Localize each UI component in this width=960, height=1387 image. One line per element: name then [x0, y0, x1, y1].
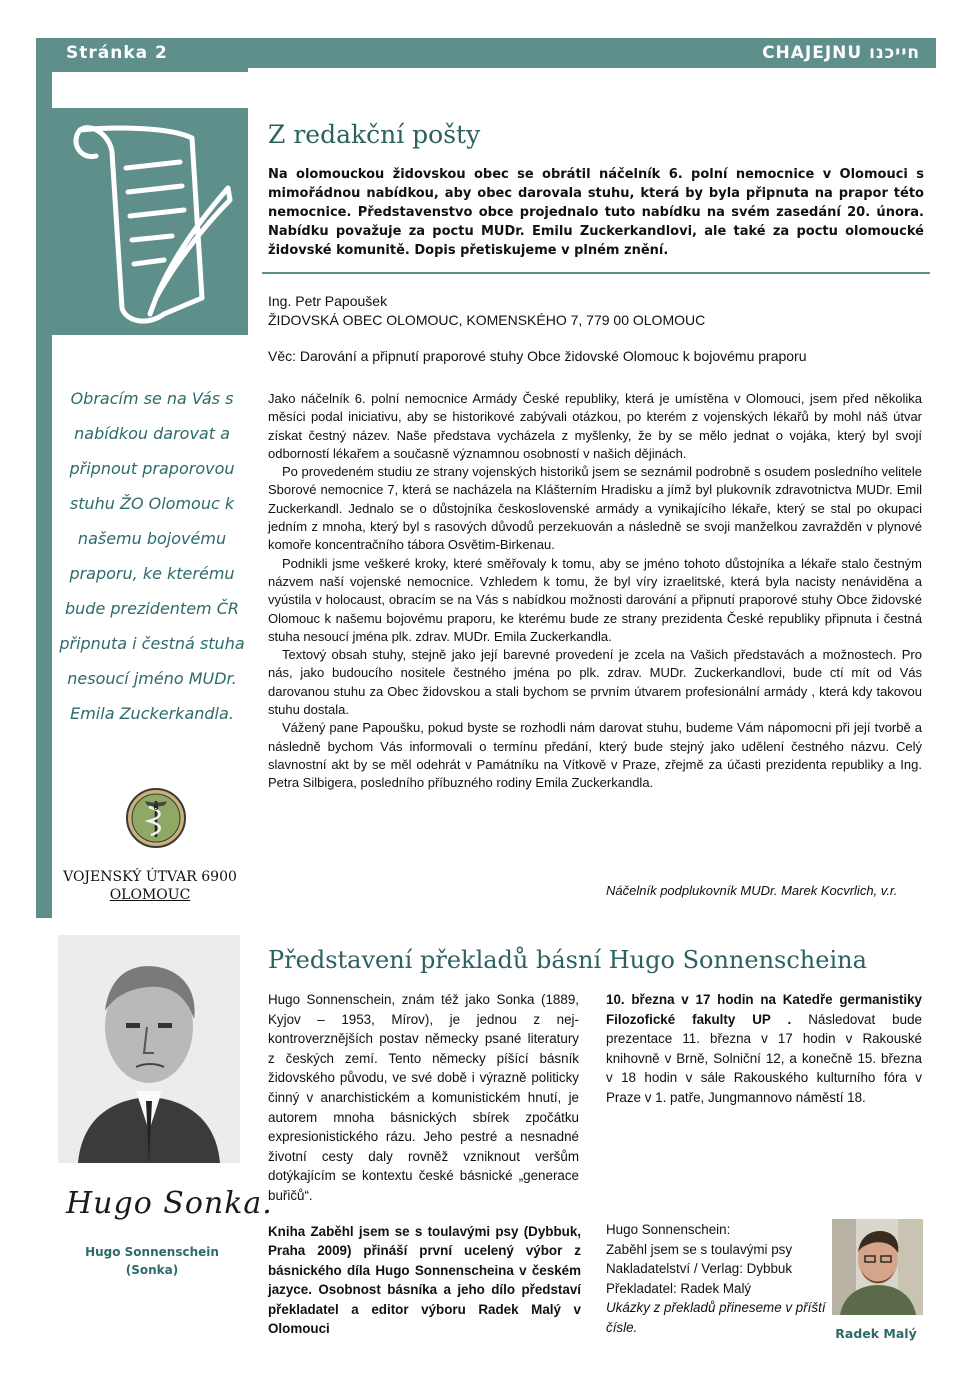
book-info-line: Nakladatelství / Verlag: Dybbuk	[606, 1261, 793, 1276]
portrait-image-2	[832, 1219, 923, 1315]
book-info	[606, 1220, 838, 1337]
section-title-mail: Z redakční pošty	[268, 120, 481, 149]
book-info-line: Zaběhl jsem se s toulavými psy	[606, 1241, 793, 1257]
section-title-poems: Představení překladů básní Hugo Sonnenscheina	[268, 946, 867, 974]
unit-line-1: VOJENSKÝ ÚTVAR 6900	[63, 869, 237, 885]
book-info-line: Hugo Sonnenschein:	[606, 1222, 731, 1237]
book-info-note: Ukázky z překladů přineseme v příští čísle.	[606, 1300, 826, 1335]
letter-paragraph: Podnikli jsme veškeré kroky, které směřovaly k tomu, aby se jméno tohoto důstojníka a lékaře stalo čestným názvem naší vojenské nemocnice. Vzhledem k tomu, že byl víry izraelitské, která byla nacisty nenáviděna a vyústila v holocaust, obracím se na Vás s nabídkou možnosti darování a připnutí praporové stuhy Obce židovské Olomouc k našemu bojovému praporu, ke kterému bude ze strany prezidenta České republiky připnuta i čestná stuha nesoucí jména plk. zdrav. MUDr. Emila Zuckerkandla.	[268, 555, 922, 644]
portrait-caption: Hugo Sonnenschein (Sonka)	[85, 1245, 219, 1277]
letter-signature: Náčelník podplukovník MUDr. Marek Kocvrlich, v.r.	[606, 883, 898, 898]
letter-paragraph: Po provedeném studiu ze strany vojenských historiků jsem se seznámil podrobně s osudem posledního velitele Sborové nemocnice 7, která se nacházela na Klášterním Hradisku a jímž byl plukovník zdravotnictva MUDr. Emil Zuckerkandl. Jednalo se o důstojníka československé armády a vynikajícího lékaře, který se stal po okupaci jedním z mnoha, který byl s rasových důvodů perzekuován a následně se svoji manželkou zavražděn v plynové komoře koncentračního tábora Osvětim-Birkenau.	[268, 464, 922, 553]
portrait-photo-sonnenschein	[58, 935, 240, 1163]
event-highlight: 10. března v 17 hodin na Katedře germanistiky Filozofické fakulty UP .	[606, 992, 922, 1027]
letter-quill-icon	[52, 108, 248, 335]
letter-body	[268, 390, 922, 793]
page-number: Stránka 2	[66, 43, 168, 63]
intro-text: Na olomouckou židovskou obec se obrátil náčelník 6. polní nemocnice v Olomouci s mimořádnou nabídkou, aby obec darovala stuhu, která by byla připnuta na prapor této nemocnice. Představenstvo obce projednalo tuto nabídku na svém zasedání 20. února. Nabídku považuje za poctu MUDr. Emilu Zuckerkandlovi, ale také za poctu olomoucké židovské komunitě. Dopis přetiskujeme v plném znění.	[268, 167, 924, 258]
letter-paragraph: Jako náčelník 6. polní nemocnice Armády České republiky, která je umístěna v Olomouci, jsem před několika měsíci podal iniciativu, aby se historikové zabývali otázkou, po kterém z vojenských lékařů by mohl náš útvar získat čestný název. Naše představa vycházela z myšlenky, že by se mělo jednat o vojáka, který byl svojí odborností lékařem a současně významnou osobností v našich dějinách.	[268, 391, 922, 461]
portrait-image	[58, 935, 240, 1163]
addressee-name: Ing. Petr Papoušek	[268, 293, 388, 309]
event-details: Následovat bude prezentace 11. března v 17 hodin v Rakouské knihovně v Brně, Solniční 12, a konečně 15. března v 18 hodin v sále Rakouského kulturního fóra v Praze v 1. patře, Jungmannovo náměstí 18.	[606, 1011, 922, 1105]
unit-line-2: OLOMOUC	[109, 887, 191, 903]
newsletter-title: CHAJEJNU חייכנו	[762, 43, 920, 63]
badge-number: 6	[153, 803, 159, 813]
intro-column: Hugo Sonnenschein, znám též jako Sonka (1889, Kyjov – 1953, Mírov), je jednou z nejkontroverznějších postav německy psané literatury z českých zemí. Tento německy píšící básník židovského původu, ve své době i výrazně politicky činný v anarchistickém a komunistickém hnutí, je autorem mnoha básnických sbírek zpočátku expresionistického rázu. Jeho pestré a nesnadné životní cesty daly rovněž vzniknout veršům dotýkajícím se kontextu české básnické „generace buřičů“.	[268, 992, 579, 1203]
events-column	[606, 990, 922, 1108]
handwritten-signature: Hugo Sonka.	[66, 1186, 273, 1221]
book-info-line: Překladatel: Radek Malý	[606, 1280, 752, 1296]
caduceus-badge-icon	[125, 787, 187, 849]
addressee-organization: ŽIDOVSKÁ OBEC OLOMOUC, KOMENSKÉHO 7, 779 00 OLOMOUC	[268, 312, 706, 328]
letter-addressee	[268, 292, 705, 330]
unit-label	[52, 868, 248, 904]
letter-paragraph: Textový obsah stuhy, stejně jako její barevné provedení je zcela na Vašich představách a možnostech. Pro nás, jako budoucího nositele čestného jména po plk. zdrav. MUDr. Zuckerkandlovi, bude ctí mít od Vás darovanou stuhu za Obec židovskou a stali bychom se prvním útvarem profesionální armády , která kdy takovou stuhu dostala.	[268, 647, 922, 718]
letter-icon-box	[52, 108, 248, 335]
divider	[262, 272, 930, 274]
maly-caption: Radek Malý	[835, 1326, 917, 1341]
pull-quote: Obracím se na Vás s nabídkou darovat a připnout praporovou stuhu ŽO Olomouc k našemu bojovému praporu, ke kterému bude prezidentem ČR připnuta i čestná stuha nesoucí jméno MUDr. Emila Zuckerkandla.	[59, 389, 245, 723]
letter-paragraph: Vážený pane Papoušku, pokud byste se rozhodli nám darovat stuhu, budeme Vám nápomocni při její tvorbě a následně bychom Vás informovali o termínu předání, který bude stejný jako udělení čestného názvu. Celý slavnostní akt by se měl odehrát v Památníku na Vítkově v Praze, zřejmě za účasti prezidenta republiky a Ing. Petra Silbigera, posledního příbuzného rodiny Emila Zuckerkandla.	[268, 720, 922, 791]
page-header	[36, 38, 936, 68]
book-announcement: Kniha Zaběhl jsem se s toulavými psy (Dybbuk, Praha 2009) přináší první ucelený výbor z básnického díla Hugo Sonnenscheina v českém jazyce. Osobnost básníka a jeho dílo představí překladatel a editor výboru Radek Malý v Olomouci	[268, 1224, 581, 1337]
portrait-photo-maly	[832, 1219, 923, 1315]
letter-subject: Věc: Darování a připnutí praporové stuhy Obce židovské Olomouc k bojovému praporu	[268, 348, 807, 364]
military-unit-emblem	[125, 787, 187, 849]
